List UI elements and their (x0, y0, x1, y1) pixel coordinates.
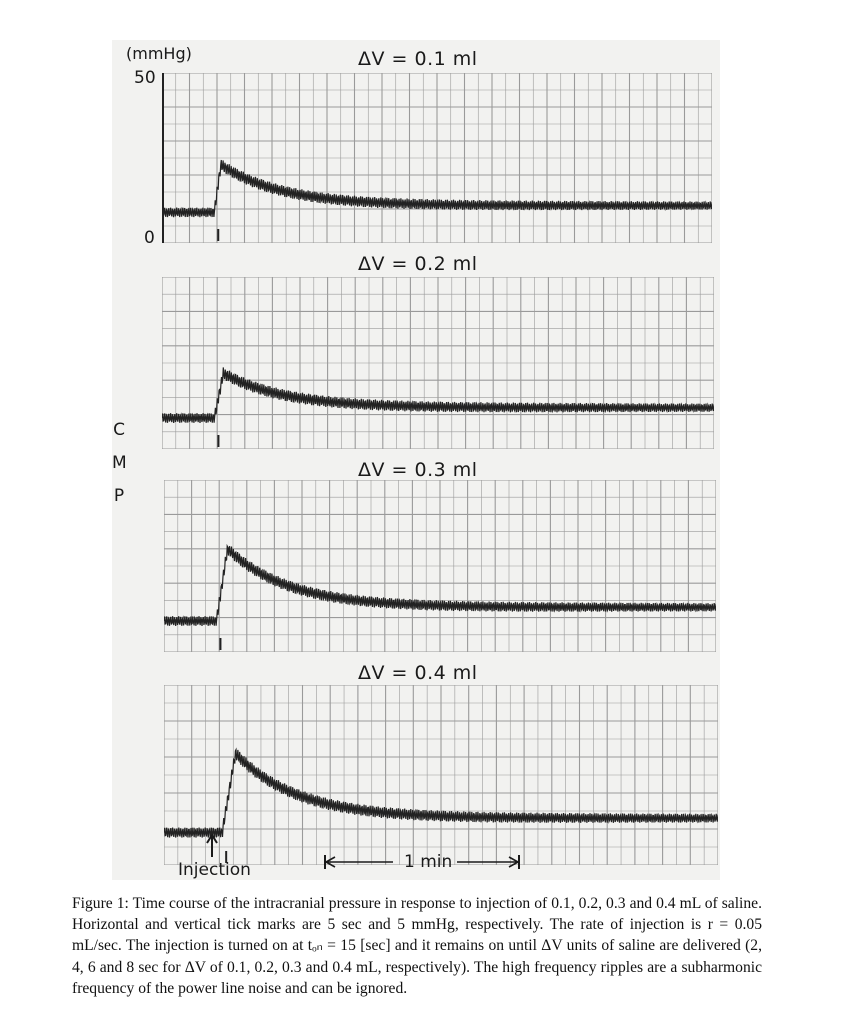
cmp-letter-m: M (112, 453, 127, 473)
panel-title-1: ΔV = 0.1 ml (358, 48, 478, 70)
chart-svg-1 (162, 73, 712, 243)
panel-title-3: ΔV = 0.3 ml (358, 459, 478, 481)
y-unit-label: (mmHg) (126, 44, 192, 63)
chart-panel-4 (164, 685, 718, 865)
cmp-side-label (112, 414, 126, 513)
cmp-letter-p: P (113, 486, 125, 506)
cmp-letter-c: C (113, 420, 125, 440)
panel-title-2: ΔV = 0.2 ml (358, 253, 478, 275)
panel-title-4: ΔV = 0.4 ml (358, 662, 478, 684)
injection-label: Injection (178, 860, 251, 880)
chart-panel-1 (162, 73, 712, 243)
injection-arrow-icon (205, 834, 219, 858)
chart-svg-4 (164, 685, 718, 865)
figure-caption: Figure 1: Time course of the intracranial pressure in response to injection of 0.1, 0.2, 0.3 and 0.4 mL of saline. Horizontal and vertical tick marks are 5 sec and 5 mmHg, respectively. The rate of injection is r = 0.05 mL/sec. The injection is turned on at tₒₙ = 15 [sec] and it remains on until ΔV units of saline are delivered (2, 4, 6 and 8 sec for ΔV of 0.1, 0.2, 0.3 and 0.4 mL, respectively). The high frequency ripples are a subharmonic frequency of the power line noise and can be ignored. (72, 895, 762, 997)
chart-svg-2 (162, 277, 714, 449)
scale-bar-label: 1 min (404, 852, 453, 872)
chart-panel-2 (162, 277, 714, 449)
chart-panel-3 (164, 480, 716, 652)
y-max-label: 50 (134, 68, 156, 88)
y-min-label: 0 (144, 228, 155, 248)
chart-svg-3 (164, 480, 716, 652)
figure-image (112, 40, 720, 880)
